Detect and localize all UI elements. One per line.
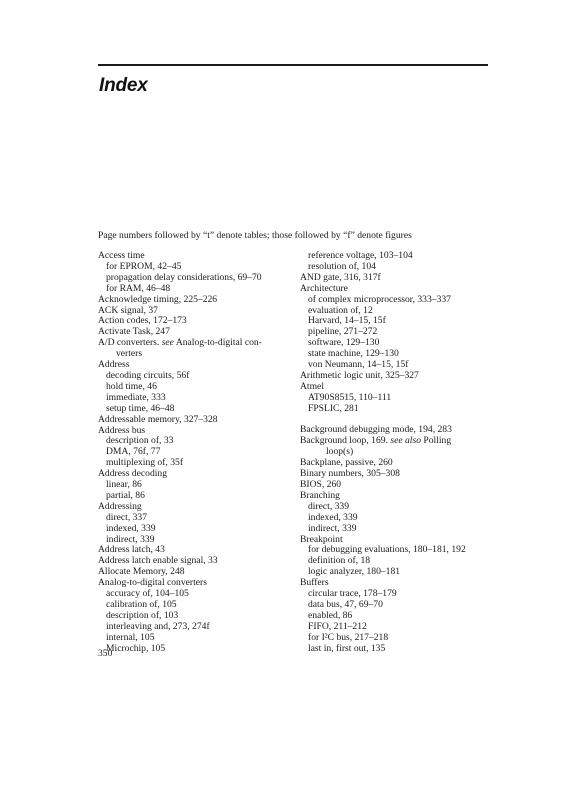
index-entry-text: decoding circuits, 56f xyxy=(106,369,190,381)
index-entry-text: propagation delay considerations, 69–70 xyxy=(106,271,262,283)
index-entry-text: circular trace, 178–179 xyxy=(308,588,397,600)
index-entry-text: evaluation of, 12 xyxy=(308,304,373,316)
index-entry-text: indirect, 339 xyxy=(308,522,357,534)
index-column-right xyxy=(300,251,500,655)
index-entry-text: Action codes, 172–173 xyxy=(98,315,187,327)
index-entry-text: logic analyzer, 180–181 xyxy=(308,566,401,578)
index-entry-text: calibration of, 105 xyxy=(106,599,177,610)
index-entry-text: state machine, 129–130 xyxy=(308,348,399,360)
index-entry-text: indexed, 339 xyxy=(106,522,156,534)
index-entry-text: Breakpoint xyxy=(300,533,343,545)
index-entry-text: linear, 86 xyxy=(106,479,142,491)
index-entry-text: Microchip, 105 xyxy=(106,642,166,654)
index-intro-note: Page numbers followed by “t” denote tables; those followed by “f” denote figures xyxy=(98,230,412,241)
index-entry-text: FIFO, 211–212 xyxy=(308,620,367,632)
page-title: Index xyxy=(99,75,148,96)
index-entry-text: Address xyxy=(98,359,130,371)
index-entry-text: for EPROM, 42–45 xyxy=(106,260,182,272)
heading-rule xyxy=(98,64,488,66)
index-entry-text: A/D converters. xyxy=(98,337,160,349)
see-reference: see xyxy=(161,337,174,349)
index-entry-text: von Neumann, 14–15, 15f xyxy=(308,359,409,371)
index-entry-text: internal, 105 xyxy=(106,631,155,643)
index-entry-text: Addressable memory, 327–328 xyxy=(98,413,218,425)
see-reference-target: Polling xyxy=(423,435,452,447)
index-entry-text: immediate, 333 xyxy=(106,391,166,403)
see-reference-target: Analog-to-digital con- xyxy=(175,337,262,349)
index-column-left xyxy=(98,251,298,655)
index-entry-text: of complex microprocessor, 333–337 xyxy=(308,293,451,305)
index-entry-text: Activate Task, 247 xyxy=(98,326,170,338)
index-entry-text: Address latch, 43 xyxy=(98,544,165,556)
index-entry-text: reference voltage, 103–104 xyxy=(308,250,413,261)
index-entry-text: software, 129–130 xyxy=(308,337,380,349)
index-entry-text: definition of, 18 xyxy=(308,555,371,567)
index-entry-text: DMA, 76f, 77 xyxy=(106,446,161,458)
index-entry-text: AND gate, 316, 317f xyxy=(300,271,381,283)
index-entry-text: Address latch enable signal, 33 xyxy=(98,555,218,567)
index-entry-text: Allocate Memory, 248 xyxy=(98,566,185,578)
index-entry-text: hold time, 46 xyxy=(106,380,157,392)
index-entry-text: FPSLIC, 281 xyxy=(308,402,359,414)
index-entry-text: for I²C bus, 217–218 xyxy=(308,631,389,643)
index-entry-text: Address decoding xyxy=(98,468,168,480)
index-entry-text: indirect, 339 xyxy=(106,533,155,545)
index-subentry xyxy=(98,644,298,655)
index-entry-text: enabled, 86 xyxy=(308,609,353,621)
index-subentry xyxy=(300,567,500,578)
index-entry-text: description of, 103 xyxy=(106,609,179,621)
index-entry-text: BIOS, 260 xyxy=(300,479,342,491)
index-entry-text: direct, 339 xyxy=(308,500,350,512)
index-entry-text: direct, 337 xyxy=(106,511,148,523)
index-entry-text: data bus, 47, 69–70 xyxy=(308,598,383,610)
see-reference: see also xyxy=(390,435,421,447)
index-entry-text: Architecture xyxy=(300,282,348,294)
index-entry-text: pipeline, 271–272 xyxy=(308,326,378,338)
index-entry-text: Acknowledge timing, 225–226 xyxy=(98,293,218,305)
index-entry-text: Background loop, 169. xyxy=(300,435,388,447)
index-entry-text: Binary numbers, 305–308 xyxy=(300,468,400,480)
index-subentry xyxy=(300,644,500,655)
index-entry xyxy=(300,371,500,382)
index-entry-text: for debugging evaluations, 180–181, 192 xyxy=(308,544,466,556)
index-entry-text: Addressing xyxy=(98,500,142,512)
index-entry-text: indexed, 339 xyxy=(308,511,358,523)
index-entry-text: Branching xyxy=(300,489,340,501)
index-entry-text: Analog-to-digital converters xyxy=(98,577,207,589)
index-entry-text: description of, 33 xyxy=(106,435,174,447)
index-entry-text: Arithmetic logic unit, 325–327 xyxy=(300,369,419,381)
index-entry-text: setup time, 46–48 xyxy=(106,402,175,414)
index-entry-text: AT90S8515, 110–111 xyxy=(308,391,392,403)
index-entry-text: Background debugging mode, 194, 283 xyxy=(300,424,452,436)
index-entry-text: verters xyxy=(116,348,143,360)
index-entry-text: last in, first out, 135 xyxy=(308,642,386,654)
index-entry-text: Address bus xyxy=(98,424,146,436)
index-entry-text: for RAM, 46–48 xyxy=(106,282,171,294)
index-entry-text: multiplexing of, 35f xyxy=(106,457,184,469)
index-entry-text: loop(s) xyxy=(326,446,354,458)
index-entry-text: Atmel xyxy=(300,380,324,392)
index-entry-text: Buffers xyxy=(300,577,329,589)
index-entry-text: Access time xyxy=(98,250,145,261)
page-number: 350 xyxy=(98,648,113,659)
index-entry-text: accuracy of, 104–105 xyxy=(106,588,189,600)
index-entry-text: interleaving and, 273, 274f xyxy=(106,620,210,632)
index-entry-text: Backplane, passive, 260 xyxy=(300,457,393,469)
index-entry-text: ACK signal, 37 xyxy=(98,304,158,316)
index-entry-text: Harvard, 14–15, 15f xyxy=(308,315,386,327)
index-entry-text: partial, 86 xyxy=(106,489,145,501)
index-entry-text: resolution of, 104 xyxy=(308,260,376,272)
index-subentry xyxy=(300,404,500,415)
